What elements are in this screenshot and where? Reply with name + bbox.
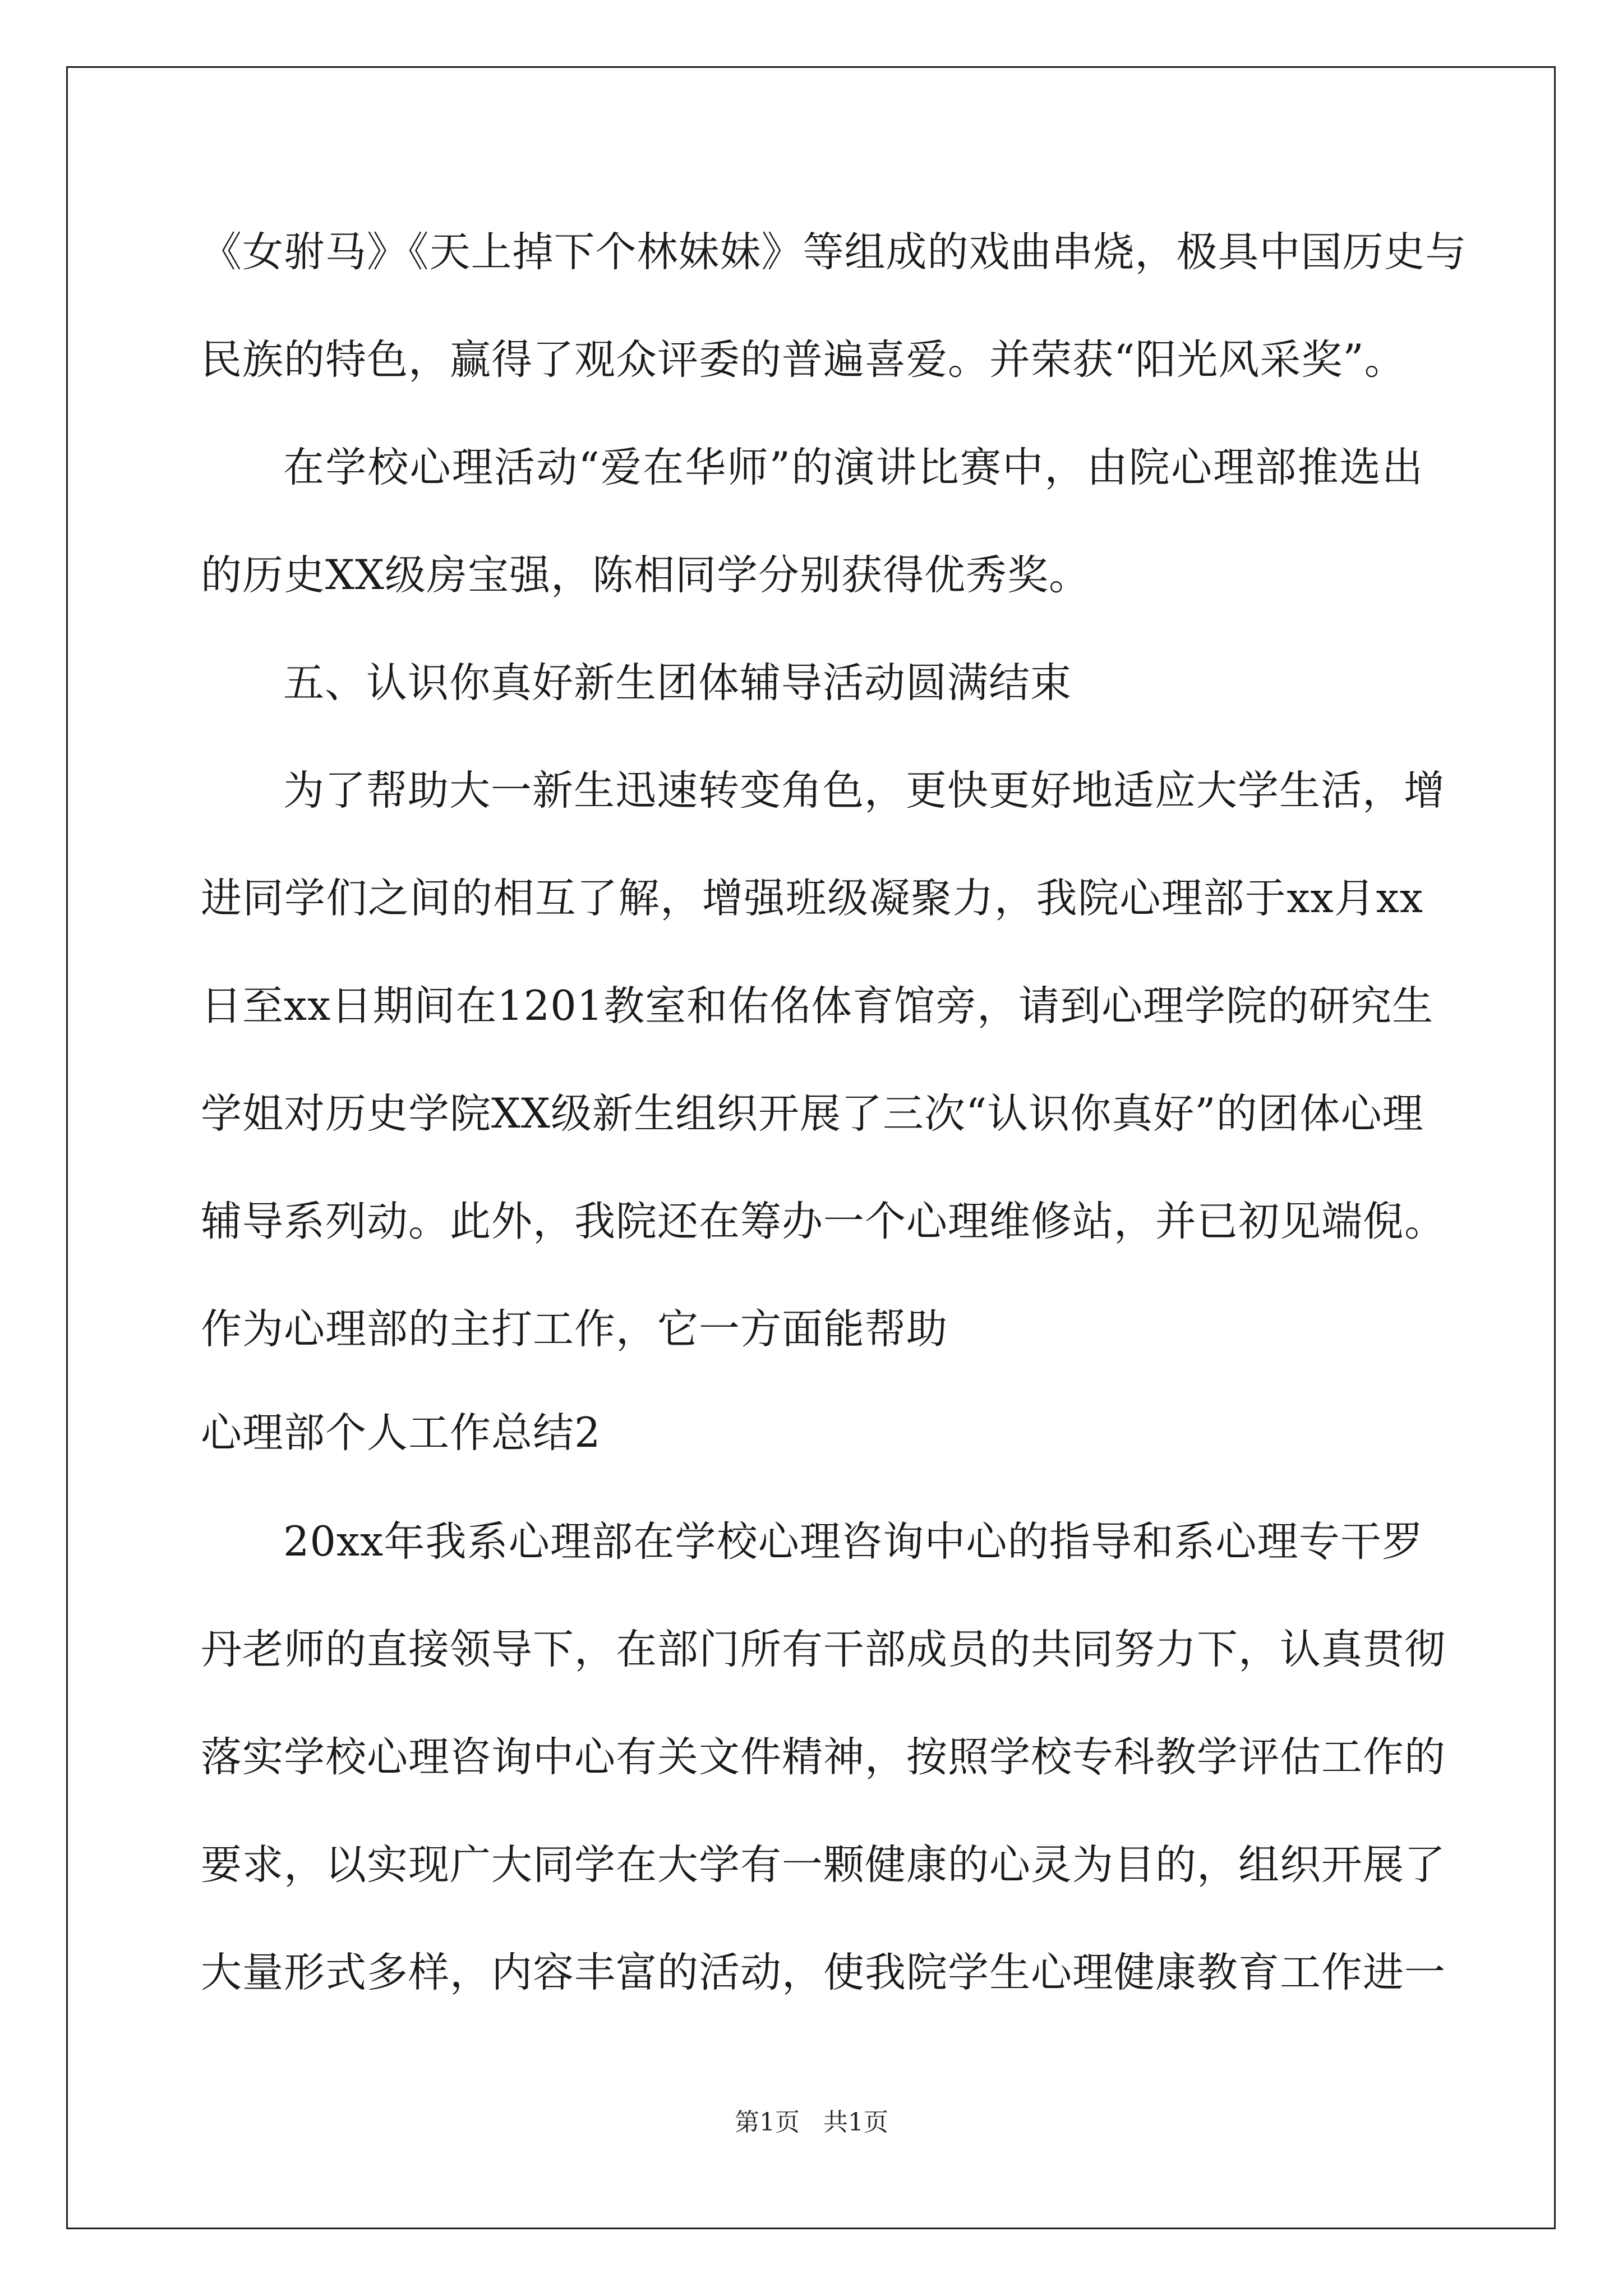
page-footer: 第1页 共1页: [735, 2108, 888, 2137]
paragraph-line: 日至xx日期间在1201教室和佑佲体育馆旁，请到心理学院的研究生: [201, 982, 1434, 1030]
paragraph-line: 的历史XX级房宝强，陈相同学分别获得优秀奖。: [201, 551, 1090, 599]
paragraph-line: 辅导系列动。此外，我院还在筹办一个心理维修站，并已初见端倪。: [201, 1198, 1446, 1245]
document-title: 心理部个人工作总结2: [201, 1409, 601, 1457]
section-heading: 五、认识你真好新生团体辅导活动圆满结束: [283, 659, 1072, 707]
paragraph-line: 《女驸马》《天上掉下个林妹妹》等组成的戏曲串烧，极具中国历史与: [201, 228, 1467, 276]
paragraph-line: 作为心理部的主打工作，它一方面能帮助: [201, 1305, 948, 1353]
paragraph-line: 要求，以实现广大同学在大学有一颗健康的心灵为目的，组织开展了: [201, 1841, 1446, 1889]
paragraph-line: 大量形式多样，内容丰富的活动，使我院学生心理健康教育工作进一: [201, 1949, 1446, 1996]
paragraph-line: 在学校心理活动“爱在华师”的演讲比赛中，由院心理部推选出: [283, 444, 1423, 491]
paragraph-line: 为了帮助大一新生迅速转变角色，更快更好地适应大学生活，增: [283, 767, 1445, 815]
paragraph-line: 丹老师的直接领导下，在部门所有干部成员的共同努力下，认真贯彻: [201, 1626, 1446, 1673]
paragraph-line: 落实学校心理咨询中心有关文件精神，按照学校专科教学评估工作的: [201, 1733, 1446, 1781]
paragraph-line: 民族的特色，赢得了观众评委的普遍喜爱。并荣获“阳光风采奖”。: [201, 336, 1406, 384]
paragraph-line: 20xx年我系心理部在学校心理咨询中心的指导和系心理专干罗: [283, 1518, 1423, 1566]
page-border: [66, 66, 1556, 2229]
paragraph-line: 进同学们之间的相互了解，增强班级凝聚力，我院心理部于xx月xx: [201, 875, 1423, 922]
paragraph-line: 学姐对历史学院XX级新生组织开展了三次“认识你真好”的团体心理: [201, 1090, 1424, 1138]
